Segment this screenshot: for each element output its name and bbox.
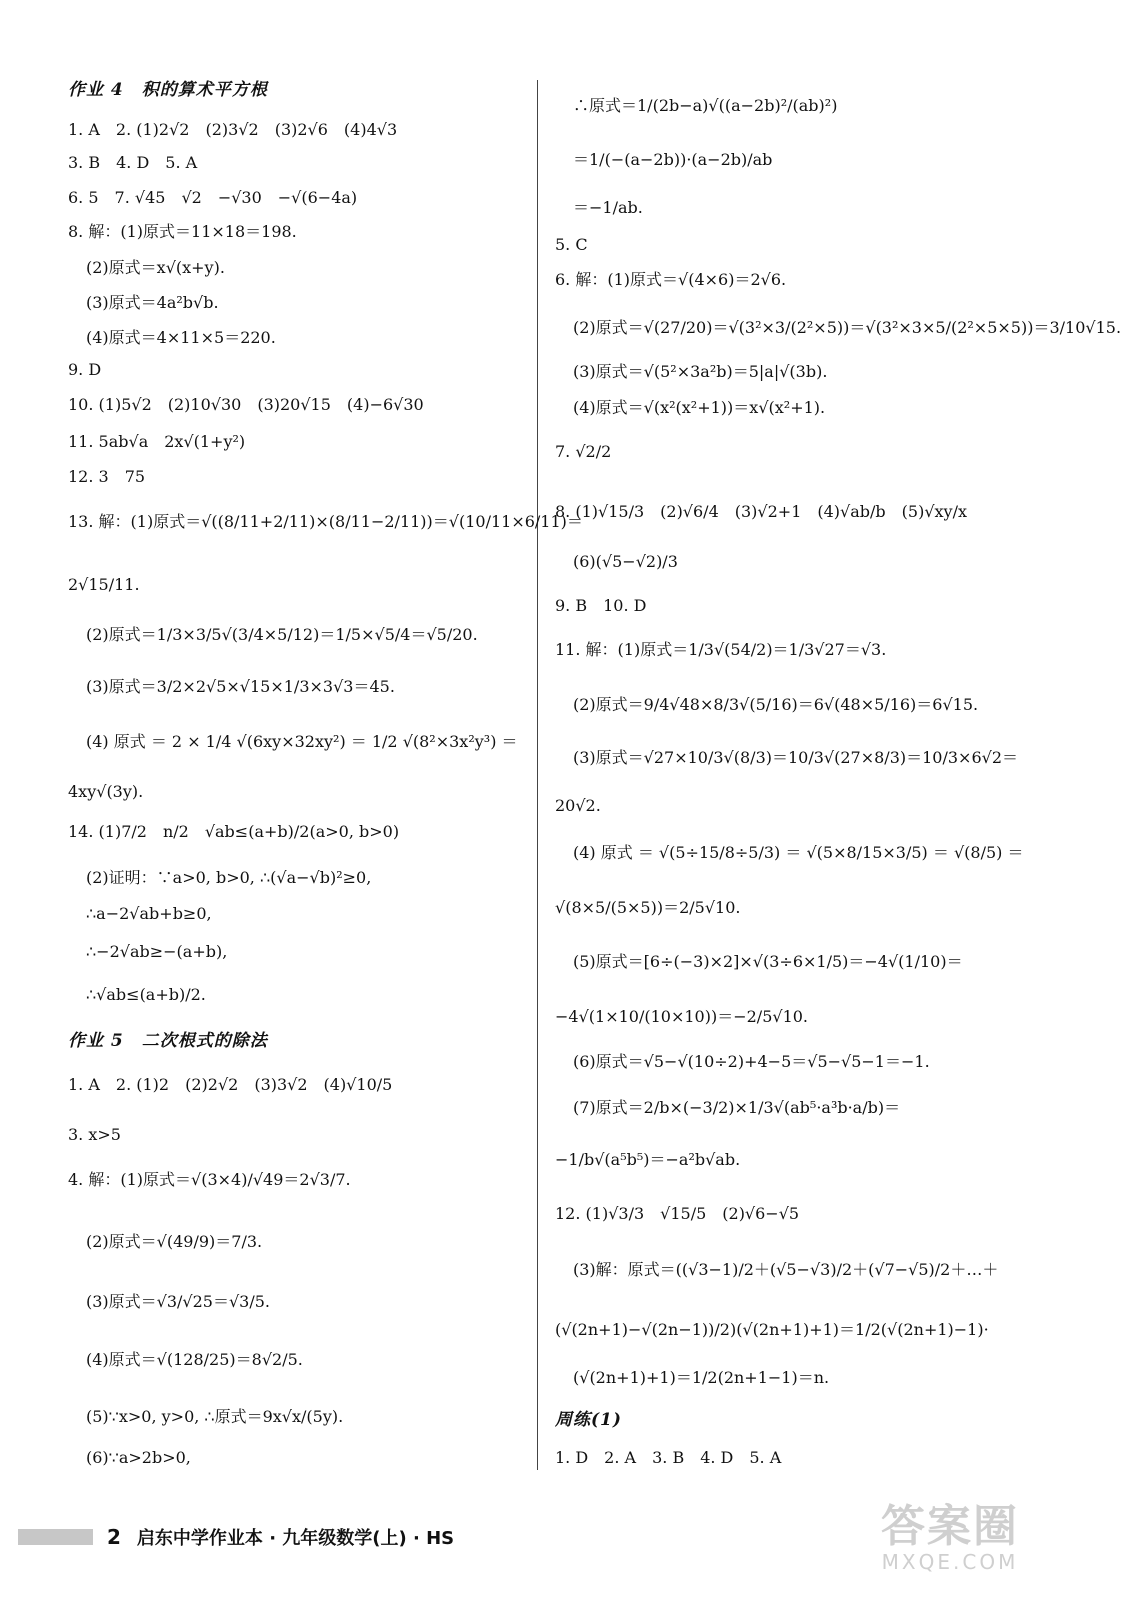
answer-line: (6)原式＝√5−√(10÷2)+4−5＝√5−√5−1＝−1. bbox=[573, 1052, 930, 1071]
answer-line: −4√(1×10/(10×10))＝−2/5√10. bbox=[555, 1007, 809, 1026]
answer-line: 7. √2/2 bbox=[555, 442, 612, 461]
column-divider bbox=[537, 80, 538, 1470]
answer-line: 9. D bbox=[68, 360, 102, 379]
watermark-text: 答案圈 bbox=[881, 1501, 1019, 1552]
section-heading-5: 作业 5 二次根式的除法 bbox=[68, 1031, 268, 1051]
answer-line: (6)(√5−√2)/3 bbox=[573, 552, 678, 571]
answer-line: 1. D 2. A 3. B 4. D 5. A bbox=[555, 1448, 782, 1467]
answer-line: 2√15/11. bbox=[68, 575, 140, 594]
section-heading-4: 作业 4 积的算术平方根 bbox=[68, 80, 268, 100]
answer-line: 3. x>5 bbox=[68, 1125, 121, 1144]
page-number: 2 bbox=[107, 1525, 121, 1549]
answer-line: 1. A 2. (1)2 (2)2√2 (3)3√2 (4)√10/5 bbox=[68, 1075, 393, 1094]
answer-line: 9. B 10. D bbox=[555, 596, 647, 615]
answer-line: (4) 原式 ＝ 2 × 1/4 √(6xy×32xy²) ＝ 1/2 √(8²×3x²y³) ＝ bbox=[86, 732, 518, 751]
answer-line: (2)原式＝x√(x+y). bbox=[86, 258, 225, 277]
answer-line: (3)原式＝√3/√25＝√3/5. bbox=[86, 1292, 271, 1311]
answer-line: 10. (1)5√2 (2)10√30 (3)20√15 (4)−6√30 bbox=[68, 395, 424, 414]
answer-line: (7)原式＝2/b×(−3/2)×1/3√(ab⁵·a³b·a/b)＝ bbox=[573, 1098, 901, 1117]
book-title: 启东中学作业本 · 九年级数学(上) · HS bbox=[136, 1528, 455, 1549]
answer-line: (6)∵a>2b>0, bbox=[86, 1448, 191, 1467]
answer-line: (3)解：原式＝((√3−1)/2＋(√5−√3)/2＋(√7−√5)/2＋…＋ bbox=[573, 1260, 999, 1279]
answer-line: (3)原式＝√(5²×3a²b)＝5|a|√(3b). bbox=[573, 362, 828, 381]
answer-line: (4)原式＝4×11×5＝220. bbox=[86, 328, 276, 347]
answer-line: (2)原式＝√(27/20)＝√(3²×3/(2²×5))＝√(3²×3×5/(2²×5×5))＝3/10√15. bbox=[573, 318, 1121, 337]
answer-line: ∴原式＝1/(2b−a)√((a−2b)²/(ab)²) bbox=[573, 96, 838, 115]
answer-line: √(8×5/(5×5))＝2/5√10. bbox=[555, 898, 741, 917]
answer-line: 12. (1)√3/3 √15/5 (2)√6−√5 bbox=[555, 1204, 800, 1223]
answer-line: ＝−1/ab. bbox=[573, 198, 643, 217]
answer-line: 3. B 4. D 5. A bbox=[68, 153, 198, 172]
answer-line: ∴a−2√ab+b≥0, bbox=[86, 904, 212, 923]
answer-line: (4) 原式 ＝ √(5÷15/8÷5/3) ＝ √(5×8/15×3/5) ＝ √(8/5) ＝ bbox=[573, 843, 1024, 862]
answer-line: 8. 解：(1)原式＝11×18＝198. bbox=[68, 222, 297, 241]
answer-line: (2)原式＝1/3×3/5√(3/4×5/12)＝1/5×√5/4＝√5/20. bbox=[86, 625, 478, 644]
answer-line: ＝1/(−(a−2b))·(a−2b)/ab bbox=[573, 150, 773, 169]
answer-line: 8. (1)√15/3 (2)√6/4 (3)√2+1 (4)√ab/b (5)√xy/x bbox=[555, 502, 967, 521]
answer-line: 13. 解：(1)原式＝√((8/11+2/11)×(8/11−2/11))＝√(10/11×6/11)＝ bbox=[68, 512, 583, 531]
answer-line: 11. 5ab√a 2x√(1+y²) bbox=[68, 432, 246, 451]
watermark-url: MXQE.COM bbox=[881, 1550, 1019, 1574]
answer-line: 12. 3 75 bbox=[68, 467, 146, 486]
answer-line: (√(2n+1)−√(2n−1))/2)(√(2n+1)+1)＝1/2(√(2n+1)−1)· bbox=[555, 1320, 989, 1339]
answer-line: 6. 5 7. √45 √2 −√30 −√(6−4a) bbox=[68, 188, 358, 207]
answer-line: 6. 解：(1)原式＝√(4×6)＝2√6. bbox=[555, 270, 787, 289]
footer-bar bbox=[18, 1529, 93, 1545]
answer-line: 5. C bbox=[555, 235, 588, 254]
watermark-logo bbox=[881, 1490, 1019, 1574]
answer-line: 20√2. bbox=[555, 796, 601, 815]
answer-line: 4xy√(3y). bbox=[68, 782, 144, 801]
answer-line: ∴√ab≤(a+b)/2. bbox=[86, 985, 206, 1004]
answer-line: (2)原式＝9/4√48×8/3√(5/16)＝6√(48×5/16)＝6√15. bbox=[573, 695, 979, 714]
answer-line: (2)原式＝√(49/9)＝7/3. bbox=[86, 1232, 263, 1251]
answer-line: 11. 解：(1)原式＝1/3√(54/2)＝1/3√27＝√3. bbox=[555, 640, 887, 659]
answer-line: (4)原式＝√(x²(x²+1))＝x√(x²+1). bbox=[573, 398, 826, 417]
answer-line: (3)原式＝4a²b√b. bbox=[86, 293, 219, 312]
page-footer bbox=[18, 1522, 454, 1552]
answer-line: (4)原式＝√(128/25)＝8√2/5. bbox=[86, 1350, 303, 1369]
answer-line: 1. A 2. (1)2√2 (2)3√2 (3)2√6 (4)4√3 bbox=[68, 120, 398, 139]
section-heading-weekly: 周练(1) bbox=[555, 1410, 622, 1430]
answer-line: (5)原式＝[6÷(−3)×2]×√(3÷6×1/5)＝−4√(1/10)＝ bbox=[573, 952, 963, 971]
answer-line: −1/b√(a⁵b⁵)＝−a²b√ab. bbox=[555, 1150, 741, 1169]
answer-line: (3)原式＝√27×10/3√(8/3)＝10/3√(27×8/3)＝10/3×6√2＝ bbox=[573, 748, 1019, 767]
answer-line: (√(2n+1)+1)＝1/2(2n+1−1)＝n. bbox=[573, 1368, 830, 1387]
answer-line: 14. (1)7/2 n/2 √ab≤(a+b)/2(a>0, b>0) bbox=[68, 822, 400, 841]
answer-line: (3)原式＝3/2×2√5×√15×1/3×3√3＝45. bbox=[86, 677, 395, 696]
answer-line: (5)∵x>0, y>0, ∴原式＝9x√x/(5y). bbox=[86, 1407, 344, 1426]
answer-line: ∴−2√ab≥−(a+b), bbox=[86, 942, 228, 961]
answer-line: (2)证明：∵a>0, b>0, ∴(√a−√b)²≥0, bbox=[86, 868, 372, 887]
answer-line: 4. 解：(1)原式＝√(3×4)/√49＝2√3/7. bbox=[68, 1170, 351, 1189]
